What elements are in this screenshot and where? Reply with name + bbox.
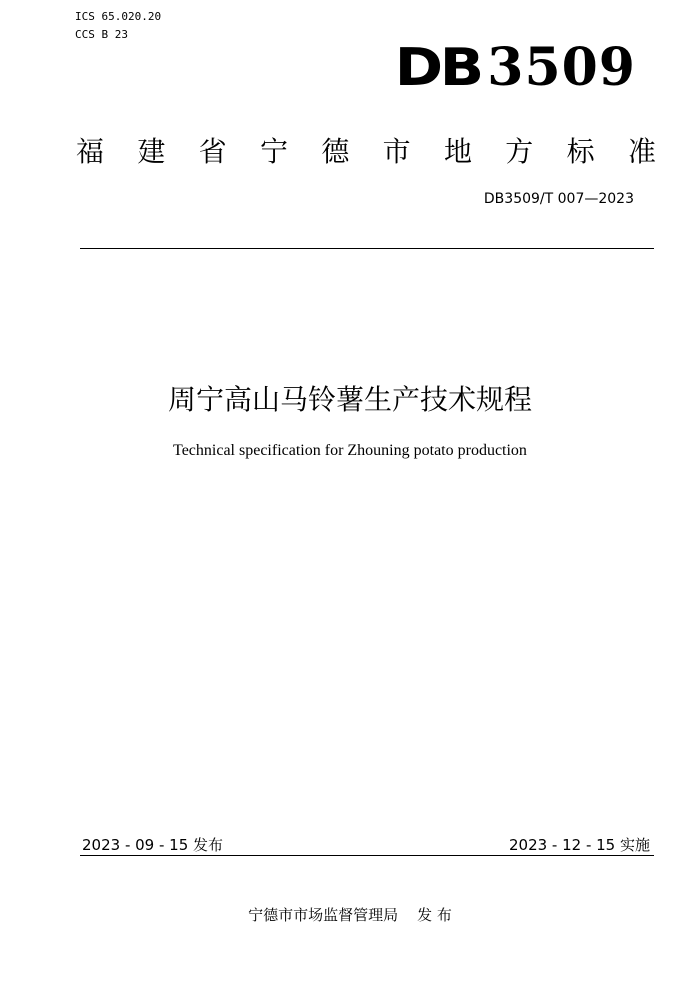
ccs-code: CCS B 23 [75, 28, 128, 41]
standard-title-char: 德 [321, 135, 350, 168]
standard-title [76, 132, 656, 172]
document-title-cn: 周宁高山马铃薯生产技术规程 [167, 383, 532, 416]
standard-number: DB3509/T 007—2023 [483, 191, 634, 207]
ics-code: ICS 65.020.20 [75, 10, 162, 23]
logo-prefix: DB [395, 38, 482, 98]
top-divider [80, 248, 654, 249]
standard-title-char: 福 [76, 135, 105, 168]
document-title-en: Technical specification for Zhouning potato production [173, 442, 527, 459]
standard-title-char: 标 [566, 135, 595, 168]
standard-title-char: 建 [137, 135, 166, 168]
standard-title-char: 省 [198, 135, 227, 168]
standard-title-char: 市 [382, 135, 411, 168]
issuer: 宁德市市场监督管理局 发 布 [248, 906, 452, 924]
standard-title-char: 宁 [259, 135, 288, 168]
logo-number: 3509 [487, 37, 636, 98]
standard-title-char: 地 [443, 135, 472, 168]
standard-title-char: 方 [505, 135, 534, 168]
bottom-divider [80, 855, 654, 856]
release-date: 2023 - 09 - 15 发布 [82, 836, 224, 854]
implement-date: 2023 - 12 - 15 实施 [508, 836, 650, 854]
db-logo [395, 37, 636, 98]
standard-title-char: 准 [627, 135, 656, 168]
classification-codes [75, 8, 161, 44]
